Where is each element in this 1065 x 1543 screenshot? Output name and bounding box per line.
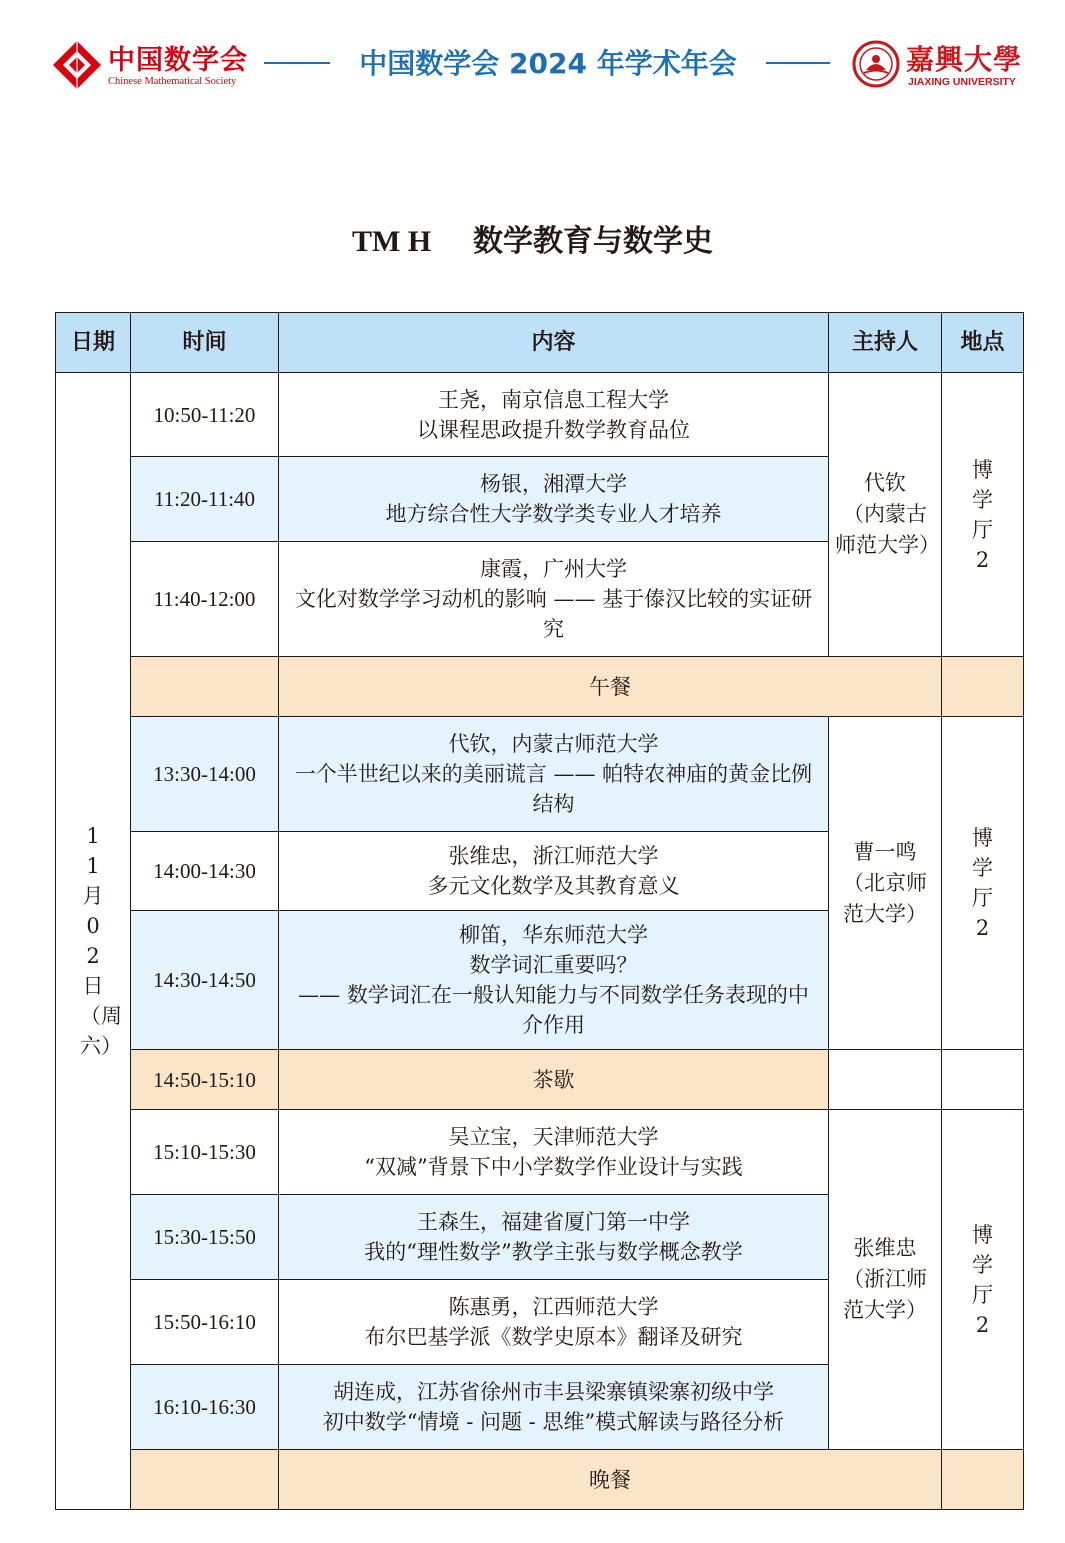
host-cell [829, 717, 942, 1050]
location-text: 博学厅2 [972, 826, 993, 940]
content-cell [279, 373, 829, 457]
header-rule-left [264, 62, 330, 64]
table-header-row [56, 313, 1024, 373]
jiaxing-university-logo [852, 38, 1032, 98]
time-cell: 10:50-11:20 [131, 373, 279, 457]
time-cell: 16:10-16:30 [131, 1365, 279, 1450]
time-cell: 15:30-15:50 [131, 1195, 279, 1280]
cms-english-name: Chinese Mathematical Society [108, 76, 237, 87]
break-row [56, 1050, 1024, 1110]
speaker: 王森生，福建省厦门第一中学 [417, 1210, 690, 1234]
break-cell: 茶歇 [279, 1050, 829, 1110]
section-code: TM H [352, 225, 432, 258]
content-cell [279, 1365, 829, 1450]
time-cell [131, 1450, 279, 1510]
time-cell: 11:20-11:40 [131, 457, 279, 542]
topic: 多元文化数学及其教育意义 [427, 874, 680, 898]
location-cell [942, 657, 1024, 717]
topic: 一个半世纪以来的美丽谎言 —— 帕特农神庙的黄金比例结构 [294, 762, 813, 816]
speaker: 吴立宝，天津师范大学 [448, 1125, 659, 1149]
time-cell [131, 657, 279, 717]
topic: 以课程思政提升数学教育品位 [417, 417, 690, 442]
header-content: 内容 [279, 313, 829, 373]
topic: 地方综合性大学数学类专业人才培养 [385, 502, 722, 526]
host-affiliation: （内蒙古师范大学） [835, 502, 940, 557]
host-cell [829, 1110, 942, 1450]
topic: “双减”背景下中小学数学作业设计与实践 [364, 1155, 743, 1179]
content-cell [279, 1110, 829, 1195]
university-name: 嘉興大學 [906, 43, 1023, 76]
location-cell [942, 717, 1024, 1050]
section-name: 数学教育与数学史 [472, 224, 713, 259]
topic: 文化对数学学习动机的影响 —— 基于傣汉比较的实证研究 [294, 587, 813, 641]
header-location: 地点 [942, 313, 1024, 373]
speaker: 张维忠，浙江师范大学 [448, 844, 659, 868]
cms-name: 中国数学会 [108, 45, 248, 76]
break-row [56, 1450, 1024, 1510]
time-cell: 14:50-15:10 [131, 1050, 279, 1110]
content-cell [279, 457, 829, 542]
cms-diamond-icon [52, 40, 102, 90]
speaker: 杨银，湘潭大学 [480, 472, 627, 496]
header-date: 日期 [56, 313, 131, 373]
content-cell [279, 1195, 829, 1280]
host-name: 曹一鸣 [853, 839, 917, 864]
cms-logo [52, 36, 252, 96]
table-row [56, 1110, 1024, 1195]
host-name: 代钦 [864, 471, 906, 495]
schedule-table [55, 312, 1024, 1510]
page-header [0, 30, 1065, 100]
speaker: 胡连成，江苏省徐州市丰县梁寨镇梁寨初级中学 [333, 1380, 774, 1404]
content-cell [279, 911, 829, 1050]
location-text: 博学厅2 [972, 457, 993, 572]
host-cell [829, 373, 942, 657]
location-cell [942, 373, 1024, 657]
header-rule-right [766, 62, 830, 64]
table-row [56, 717, 1024, 832]
date-cell [56, 373, 131, 1510]
time-cell: 11:40-12:00 [131, 542, 279, 657]
content-cell [279, 717, 829, 832]
location-cell [942, 1450, 1024, 1510]
university-english-name: JIAXING UNIVERSITY [908, 76, 1016, 88]
time-cell: 15:10-15:30 [131, 1110, 279, 1195]
content-cell [279, 542, 829, 657]
host-affiliation: （浙江师范大学） [843, 1267, 927, 1322]
subtopic: —— 数学词汇在一般认知能力与不同数学任务表现的中介作用 [298, 983, 809, 1037]
content-cell [279, 1280, 829, 1365]
conference-title: 中国数学会 2024 年学术年会 [359, 47, 737, 80]
time-cell: 14:00-14:30 [131, 832, 279, 911]
host-cell [829, 1050, 942, 1110]
host-affiliation: （北京师范大学） [843, 870, 927, 926]
topic: 数学词汇重要吗？ [469, 953, 638, 977]
table-row [56, 373, 1024, 457]
section-title [0, 216, 1065, 260]
topic: 初中数学“情境 - 问题 - 思维”模式解读与路径分析 [322, 1410, 785, 1434]
location-cell [942, 1110, 1024, 1450]
time-cell: 14:30-14:50 [131, 911, 279, 1050]
speaker: 王尧，南京信息工程大学 [438, 387, 669, 412]
speaker: 代钦，内蒙古师范大学 [448, 732, 659, 756]
break-row [56, 657, 1024, 717]
header-time: 时间 [131, 313, 279, 373]
host-name: 张维忠 [853, 1236, 917, 1260]
header-host: 主持人 [829, 313, 942, 373]
content-cell [279, 832, 829, 911]
location-text: 博学厅2 [972, 1222, 993, 1337]
time-cell: 15:50-16:10 [131, 1280, 279, 1365]
speaker: 陈惠勇，江西师范大学 [448, 1295, 659, 1319]
speaker: 柳笛，华东师范大学 [459, 923, 648, 947]
time-cell: 13:30-14:00 [131, 717, 279, 832]
location-cell [942, 1050, 1024, 1110]
speaker: 康霞，广州大学 [480, 557, 627, 581]
break-cell: 午餐 [279, 657, 942, 717]
break-cell: 晚餐 [279, 1450, 942, 1510]
topic: 我的“理性数学”教学主张与数学概念教学 [364, 1240, 743, 1264]
date-text: 11月02日（周六） [80, 824, 122, 1058]
university-seal-icon [852, 40, 900, 88]
topic: 布尔巴基学派《数学史原本》翻译及研究 [364, 1325, 743, 1349]
